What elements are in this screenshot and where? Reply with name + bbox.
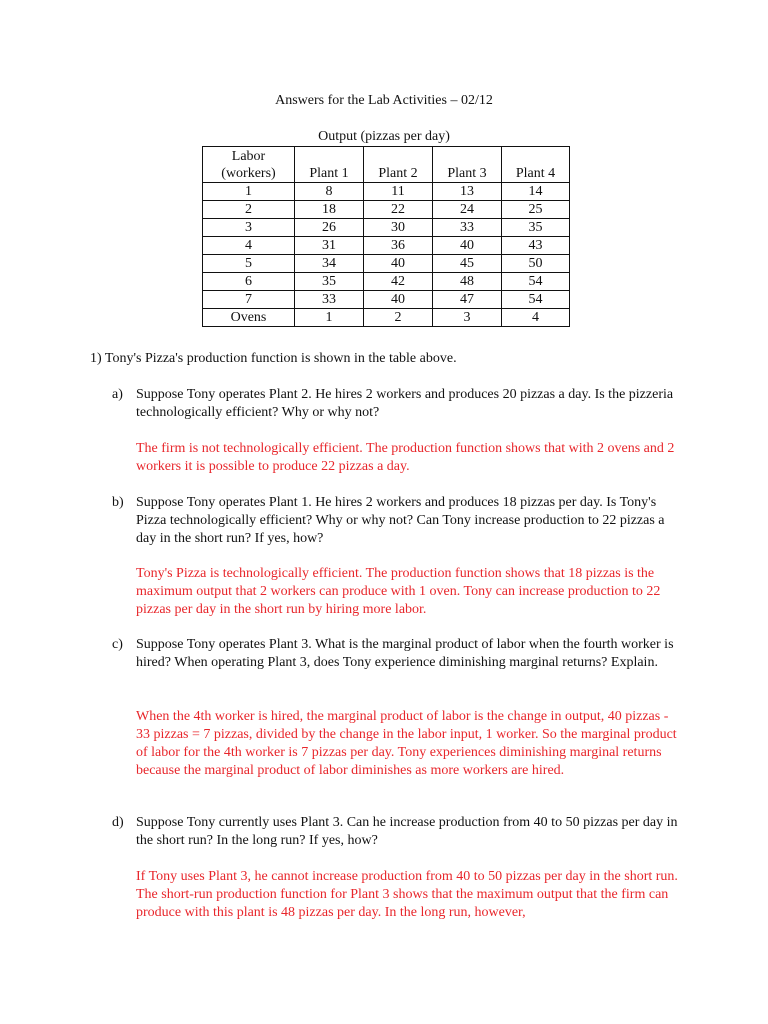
table-row bbox=[203, 273, 570, 291]
table-cell: 31 bbox=[295, 237, 364, 255]
table-cell: 47 bbox=[433, 291, 502, 309]
document-title: Answers for the Lab Activities – 02/12 bbox=[275, 93, 493, 108]
table-caption: Output (pizzas per day) bbox=[318, 129, 450, 144]
question-text: Suppose Tony operates Plant 2. He hires 2 workers and produces 20 pizzas a day. Is the pizzeria technologically efficient? Why or why not? bbox=[136, 387, 674, 420]
table-cell: 22 bbox=[364, 201, 433, 219]
production-table bbox=[202, 146, 570, 327]
question-letter: b) bbox=[112, 495, 124, 510]
question-text: Suppose Tony operates Plant 1. He hires 2 workers and produces 18 pizzas per day. Is Tony's Pizza technologically efficient? Why or why not? Can Tony increase production to 22 pizzas a day in the short run? If yes, how? bbox=[136, 495, 665, 546]
table-cell: 40 bbox=[364, 255, 433, 273]
table-cell: 25 bbox=[502, 201, 570, 219]
table-cell: 1 bbox=[295, 309, 364, 327]
header-plant-4: Plant 4 bbox=[502, 147, 570, 183]
table-cell: 13 bbox=[433, 183, 502, 201]
header-labor: Labor (workers) bbox=[203, 147, 295, 183]
table-cell: 14 bbox=[502, 183, 570, 201]
table-cell: 3 bbox=[203, 219, 295, 237]
table-cell: 1 bbox=[203, 183, 295, 201]
table-cell: 2 bbox=[364, 309, 433, 327]
table-cell: 48 bbox=[433, 273, 502, 291]
answer-b: Tony's Pizza is technologically efficient. The production function shows that 18 pizzas is the maximum output that 2 workers can produce with 1 oven. Tony can increase production to 22 pizzas per day in the short run by hiring more labor. bbox=[136, 566, 661, 617]
table-row bbox=[203, 237, 570, 255]
table-cell: 54 bbox=[502, 291, 570, 309]
answer-c: When the 4th worker is hired, the marginal product of labor is the change in output, 40 pizzas - 33 pizzas = 7 pizzas, divided by the change in the labor input, 1 worker. So the marginal product of labor for the 4th worker is 7 pizzas per day. Tony experiences diminishing marginal returns because the marginal product of labor diminishes as more workers are hired. bbox=[136, 709, 677, 778]
table-cell: 7 bbox=[203, 291, 295, 309]
table-header-row bbox=[203, 147, 570, 183]
table-row bbox=[203, 255, 570, 273]
question-letter: c) bbox=[112, 637, 123, 652]
table-cell: 42 bbox=[364, 273, 433, 291]
header-plant-1: Plant 1 bbox=[295, 147, 364, 183]
question-letter: a) bbox=[112, 387, 123, 402]
table-row bbox=[203, 219, 570, 237]
table-cell: Ovens bbox=[203, 309, 295, 327]
table-cell: 2 bbox=[203, 201, 295, 219]
table-cell: 5 bbox=[203, 255, 295, 273]
table-cell: 3 bbox=[433, 309, 502, 327]
table-row bbox=[203, 291, 570, 309]
table-cell: 6 bbox=[203, 273, 295, 291]
table-cell: 8 bbox=[295, 183, 364, 201]
question-text: Suppose Tony currently uses Plant 3. Can he increase production from 40 to 50 pizzas per day in the short run? In the long run? If yes, how? bbox=[136, 815, 678, 848]
table-cell: 33 bbox=[295, 291, 364, 309]
table-cell: 33 bbox=[433, 219, 502, 237]
table-cell: 36 bbox=[364, 237, 433, 255]
question-1-intro: 1) Tony's Pizza's production function is shown in the table above. bbox=[90, 351, 457, 366]
table-cell: 40 bbox=[433, 237, 502, 255]
table-cell: 43 bbox=[502, 237, 570, 255]
table-cell: 11 bbox=[364, 183, 433, 201]
answer-a: The firm is not technologically efficient. The production function shows that with 2 ovens and 2 workers it is possible to produce 22 pizzas a day. bbox=[136, 441, 675, 474]
table-cell: 34 bbox=[295, 255, 364, 273]
table-row bbox=[203, 201, 570, 219]
header-plant-3: Plant 3 bbox=[433, 147, 502, 183]
table-cell: 18 bbox=[295, 201, 364, 219]
table-cell: 4 bbox=[502, 309, 570, 327]
table-cell: 54 bbox=[502, 273, 570, 291]
answer-d: If Tony uses Plant 3, he cannot increase production from 40 to 50 pizzas per day in the short run. The short-run production function for Plant 3 shows that the maximum output that the firm can produce with this plant is 48 pizzas per day. In the long run, however, bbox=[136, 869, 678, 920]
table-cell: 40 bbox=[364, 291, 433, 309]
table-cell: 30 bbox=[364, 219, 433, 237]
table-cell: 50 bbox=[502, 255, 570, 273]
question-letter: d) bbox=[112, 815, 124, 830]
table-row bbox=[203, 183, 570, 201]
question-text: Suppose Tony operates Plant 3. What is the marginal product of labor when the fourth worker is hired? When operating Plant 3, does Tony experience diminishing marginal returns? Explain. bbox=[136, 637, 674, 670]
header-plant-2: Plant 2 bbox=[364, 147, 433, 183]
table-cell: 24 bbox=[433, 201, 502, 219]
table-cell: 4 bbox=[203, 237, 295, 255]
table-cell: 35 bbox=[295, 273, 364, 291]
table-cell: 26 bbox=[295, 219, 364, 237]
table-row-ovens bbox=[203, 309, 570, 327]
table-cell: 35 bbox=[502, 219, 570, 237]
table-cell: 45 bbox=[433, 255, 502, 273]
